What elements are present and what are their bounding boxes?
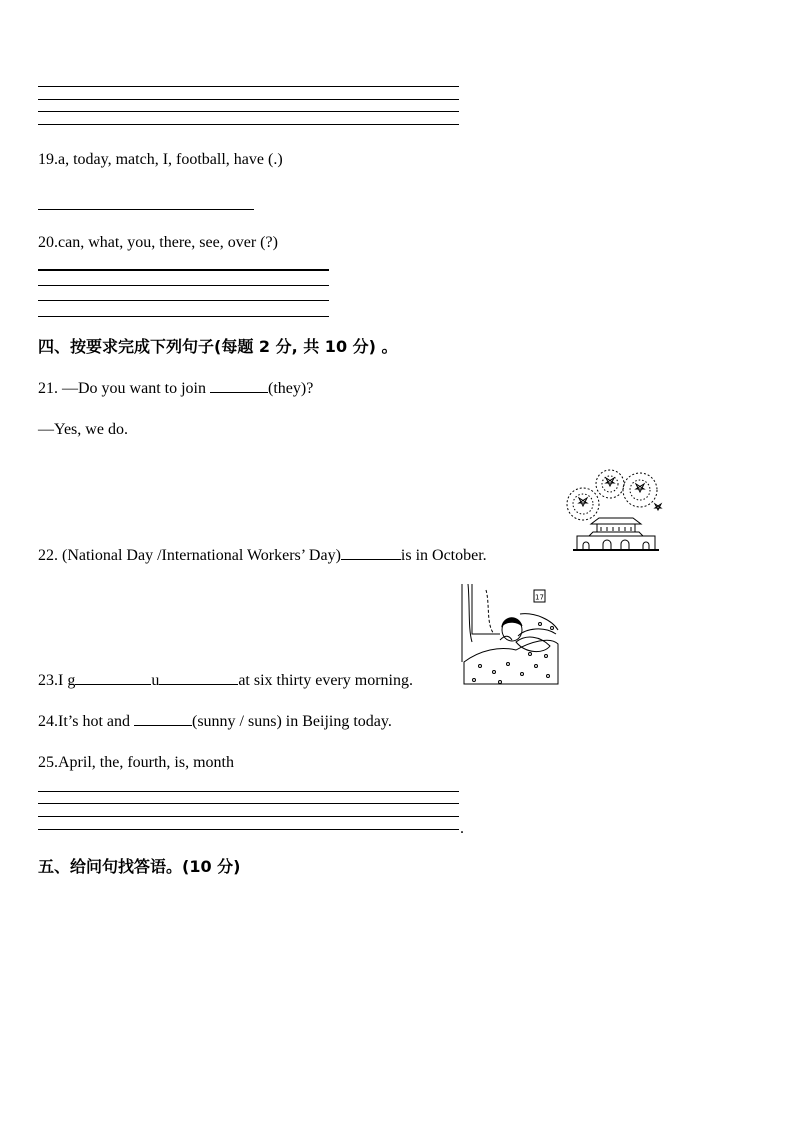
question-21	[38, 378, 313, 399]
question-23-prefix: 23.I g	[38, 672, 76, 689]
blank-23b[interactable]	[159, 670, 238, 685]
question-22-suffix: is in October.	[400, 547, 487, 564]
question-25: 25.April, the, fourth, is, month	[38, 754, 234, 771]
blank-21[interactable]	[210, 378, 268, 393]
answer-line	[38, 124, 459, 125]
answer-line	[38, 111, 459, 112]
calendar-date: 17	[535, 593, 544, 602]
answer-line-19[interactable]	[38, 209, 254, 210]
answer-line-20	[38, 285, 329, 286]
question-23-mid: u	[151, 672, 160, 689]
answer-line-20	[38, 316, 329, 317]
blank-24[interactable]	[134, 711, 192, 726]
answer-line-20[interactable]	[38, 269, 329, 271]
answer-line-20	[38, 300, 329, 301]
question-24-suffix: (sunny / suns) in Beijing today.	[192, 713, 392, 730]
question-21-answer: —Yes, we do.	[38, 421, 128, 438]
answer-line	[38, 99, 459, 100]
question-24	[38, 711, 392, 732]
question-21-prefix: 21. —Do you want to join	[38, 380, 210, 397]
question-24-prefix: 24.It’s hot and	[38, 713, 134, 730]
question-21-suffix: (they)?	[268, 380, 314, 397]
question-19: 19.a, today, match, I, football, have (.)	[38, 151, 283, 168]
blank-23a[interactable]	[75, 670, 151, 685]
fireworks-tiananmen-picture	[563, 468, 668, 556]
question-20: 20.can, what, you, there, see, over (?)	[38, 234, 278, 251]
question-22	[38, 545, 487, 566]
question-23-suffix: at six thirty every morning.	[238, 672, 413, 689]
section-5-title: 五、给问句找答语。(10 分)	[38, 857, 241, 876]
answer-line	[38, 86, 459, 87]
question-23	[38, 670, 413, 691]
question-25-end-mark: .	[460, 820, 464, 837]
question-22-prefix: 22. (National Day /International Workers’ Day)	[38, 547, 341, 564]
answer-line-25	[38, 816, 459, 817]
answer-line-25	[38, 829, 459, 830]
answer-line-25[interactable]	[38, 791, 459, 792]
boy-in-bed-picture	[460, 584, 560, 688]
blank-22[interactable]	[341, 545, 401, 560]
answer-line-25	[38, 803, 459, 804]
section-4-title: 四、按要求完成下列句子(每题 2 分, 共 10 分) 。	[38, 337, 398, 356]
